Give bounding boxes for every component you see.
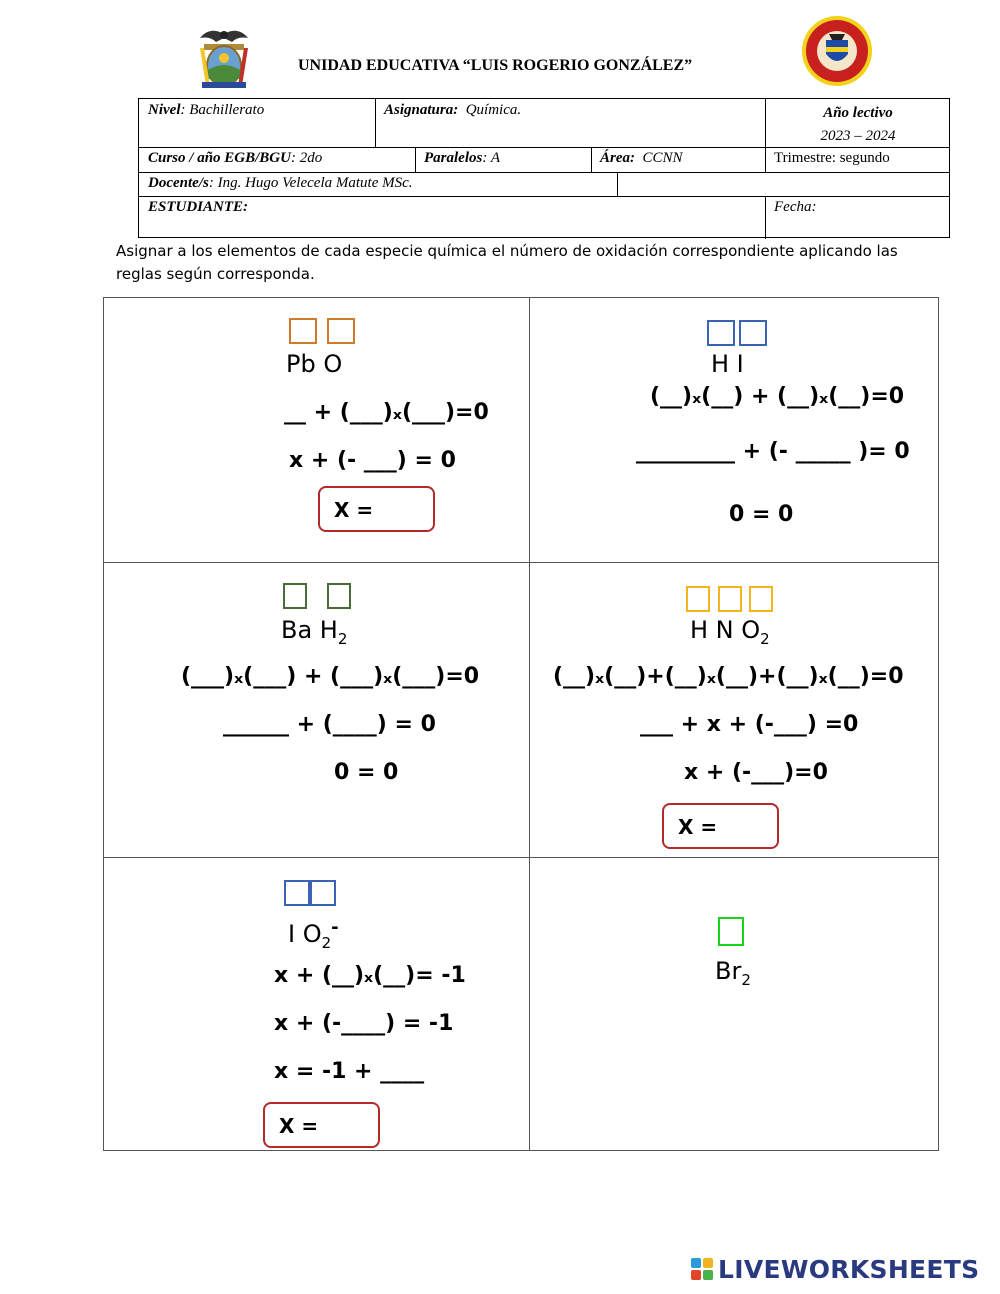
equation-line: x + (-___)=0	[684, 760, 828, 785]
answer-box-o[interactable]	[749, 586, 773, 612]
equation-line: x + (-____) = -1	[274, 1011, 454, 1036]
answer-box-i[interactable]	[739, 320, 767, 346]
trimestre-field: Trimestre: segundo	[774, 150, 890, 166]
curso-field: Curso / año EGB/BGU: 2do	[148, 150, 323, 166]
answer-box-h[interactable]	[686, 586, 710, 612]
formula-br2: $Br_2$	[715, 957, 751, 989]
equation-line: __ + (___)ₓ(___)=0	[284, 400, 489, 425]
equation-line: ___ + x + (-___) =0	[640, 712, 859, 737]
formula-pbo: Pb O	[286, 350, 343, 378]
asignatura-field: Asignatura: Química.	[384, 102, 522, 118]
liveworksheets-logo	[690, 1253, 979, 1285]
answer-box-h[interactable]	[707, 320, 735, 346]
answer-box-ba[interactable]	[283, 583, 307, 609]
school-title: UNIDAD EDUCATIVA “LUIS ROGERIO GONZÁLEZ”	[298, 57, 693, 74]
answer-box-n[interactable]	[718, 586, 742, 612]
equation-line: (___)ₓ(___) + (___)ₓ(___)=0	[181, 664, 480, 689]
answer-box-h[interactable]	[327, 583, 351, 609]
formula-hi: H I	[711, 350, 744, 378]
paralelos-field: Paralelos: A	[424, 150, 500, 166]
liveworksheets-icon	[690, 1256, 714, 1282]
formula-io2: I $O_2^-$	[288, 917, 339, 952]
formula-bah2: Ba $H_2$	[281, 616, 348, 648]
x-answer-box[interactable]: X =	[318, 486, 435, 532]
x-answer-box[interactable]: X =	[263, 1102, 380, 1148]
x-answer-box[interactable]: X =	[662, 803, 779, 849]
answer-box-o[interactable]	[310, 880, 336, 906]
ano-lectivo-field: Año lectivo 2023 – 2024	[820, 105, 896, 144]
answer-box-pb[interactable]	[289, 318, 317, 344]
equation-line: _________ + (- _____ )= 0	[636, 439, 910, 464]
ecuador-coat-of-arms-icon	[196, 24, 252, 90]
answer-box-br[interactable]	[718, 917, 744, 946]
nivel-field: Nivel: Bachillerato	[148, 102, 265, 118]
equation-line: 0 = 0	[729, 502, 794, 527]
course-info-table	[138, 98, 950, 238]
instruction-text: Asignar a los elementos de cada especie química el número de oxidación correspondiente aplicando las reglas según corresponda.	[116, 242, 898, 283]
equation-line: (__)ₓ(__) + (__)ₓ(__)=0	[650, 384, 905, 409]
docente-field: Docente/s: Ing. Hugo Velecela Matute MSc.	[148, 175, 413, 191]
formula-hno2: H N $O_2$	[690, 616, 770, 648]
equation-line: x + (- ___) = 0	[289, 448, 456, 473]
liveworksheets-brand: LIVEWORKSHEETS	[718, 1254, 980, 1284]
estudiante-field[interactable]: ESTUDIANTE:	[148, 199, 249, 215]
equation-line: 0 = 0	[334, 760, 399, 785]
equation-line: ______ + (____) = 0	[223, 712, 436, 737]
area-field: Área: CCNN	[600, 150, 683, 166]
answer-box-i[interactable]	[284, 880, 310, 906]
equation-line: x + (__)ₓ(__)= -1	[274, 963, 466, 988]
fecha-field[interactable]: Fecha:	[774, 199, 817, 215]
answer-box-o[interactable]	[327, 318, 355, 344]
equation-line: x = -1 + ____	[274, 1059, 425, 1084]
equation-line: (__)ₓ(__)+(__)ₓ(__)+(__)ₓ(__)=0	[553, 664, 904, 689]
school-emblem-icon	[800, 14, 874, 88]
